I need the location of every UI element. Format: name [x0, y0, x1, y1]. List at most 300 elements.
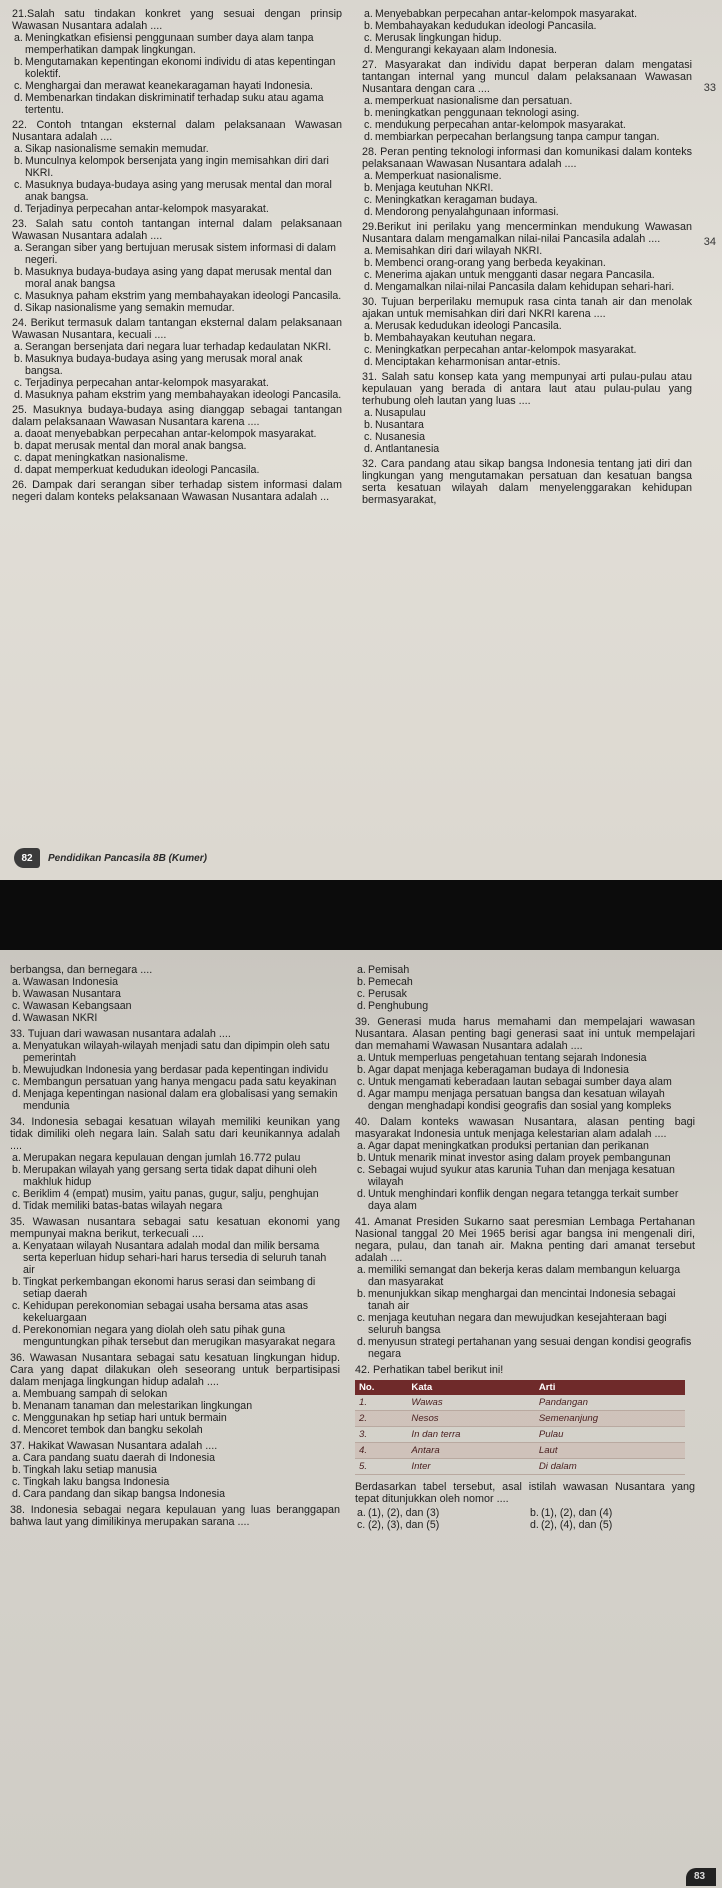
option-letter: b. — [364, 182, 373, 194]
option-text: (2), (3), dan (5) — [368, 1519, 440, 1531]
option-letter: c. — [364, 119, 373, 131]
question-stem: 28. Peran penting teknologi informasi dan komunikasi dalam konteks pelaksanaan Wawasan Nusantara adalah .... — [362, 146, 692, 170]
answer-option — [10, 1076, 340, 1088]
answer-option — [12, 302, 342, 314]
question-stem: 37. Hakikat Wawasan Nusantara adalah .... — [10, 1440, 218, 1452]
option-letter: a. — [364, 8, 373, 20]
table-cell: 1. — [355, 1395, 407, 1411]
option-text: Membuang sampah di selokan — [23, 1388, 168, 1400]
question-stem: 31. Salah satu konsep kata yang mempunyai arti pulau-pulau atau kepulauan yang berada di antara laut atau pulau-pulau yang terhubung oleh lautan yang luas .... — [362, 371, 692, 407]
option-text: Perekonomian negara yang diolah oleh satu pihak guna menguntungkan pihak tersebut dan merugikan masyarakat negara — [23, 1324, 336, 1348]
option-text: Kenyataan wilayah Nusantara adalah modal dan milik bersama serta keperluan hidup sehari-hari harus tersedia di seluruh tanah air — [23, 1240, 327, 1276]
table-cell: Laut — [535, 1443, 685, 1459]
answer-option — [10, 976, 340, 988]
question-stem: berbangsa, dan bernegara .... — [10, 964, 153, 976]
option-text: Membahayakan keutuhan negara. — [375, 332, 536, 344]
option-text: dapat merusak mental dan moral anak bangsa. — [25, 440, 247, 452]
option-letter: b. — [12, 1400, 21, 1412]
answer-option — [10, 1164, 340, 1188]
page-corner-badge — [686, 1868, 716, 1886]
option-letter: b. — [14, 266, 23, 278]
word-meaning-table — [355, 1380, 685, 1475]
question-stem: 40. Dalam konteks wawasan Nusantara, alasan penting bagi masyarakat Indonesia untuk menjaga kelestarian alam adalah .... — [355, 1116, 695, 1140]
answer-option — [10, 1188, 340, 1200]
option-letter: a. — [357, 1507, 366, 1519]
option-text: Nusanesia — [375, 431, 426, 443]
option-letter: d. — [357, 1336, 366, 1348]
answer-option — [12, 440, 342, 452]
table-header-cell: Arti — [535, 1380, 685, 1395]
option-text: memiliki semangat dan bekerja keras dalam membangun keluarga dan masyarakat — [368, 1264, 681, 1288]
option-text: daoat menyebabkan perpecahan antar-kelompok masyarakat. — [25, 428, 317, 440]
question-item — [362, 458, 692, 506]
answer-option — [10, 1012, 340, 1024]
question-item — [362, 8, 692, 56]
table-cell: 5. — [355, 1459, 407, 1475]
option-letter: b. — [14, 440, 23, 452]
option-letter: a. — [14, 143, 23, 155]
question-item — [362, 59, 692, 143]
answer-option — [10, 1488, 340, 1500]
option-letter: b. — [364, 257, 373, 269]
option-text: Beriklim 4 (empat) musim, yaitu panas, gugur, salju, penghujan — [23, 1188, 319, 1200]
answer-option — [362, 356, 692, 368]
option-text: Tingkah laku setiap manusia — [23, 1464, 157, 1476]
option-letter: a. — [12, 1040, 21, 1052]
page-gap — [0, 880, 722, 950]
option-text: Penghubung — [368, 1000, 429, 1012]
answer-option — [10, 1400, 340, 1412]
option-text: Tingkat perkembangan ekonomi harus serasi dan seimbang di setiap daerah — [23, 1276, 316, 1300]
option-letter: d. — [12, 1088, 21, 1100]
margin-mark: 33 — [703, 82, 716, 94]
option-text: Agar mampu menjaga persatuan bangsa dan kesatuan wilayah dengan menghadapi kondisi geografis dan sosial yang kompleks — [368, 1088, 672, 1112]
textbook-page-82 — [0, 0, 722, 880]
option-text: Masuknya paham ekstrim yang membahayakan ideologi Pancasila. — [25, 290, 342, 302]
option-letter: b. — [14, 353, 23, 365]
question-item — [355, 1016, 695, 1112]
table-cell: Antara — [407, 1443, 534, 1459]
option-letter: c. — [364, 269, 373, 281]
option-letter: d. — [364, 44, 373, 56]
answer-option — [10, 1200, 340, 1212]
option-letter: d. — [364, 443, 373, 455]
answer-option — [355, 1000, 695, 1012]
answer-option — [10, 1388, 340, 1400]
answer-option — [362, 281, 692, 293]
answer-option — [362, 257, 692, 269]
option-letter: c. — [357, 1519, 366, 1531]
option-text: Meningkatkan efisiensi penggunaan sumber daya alam tanpa memperhatikan dampak lingkungan. — [25, 32, 314, 56]
question-item — [355, 1216, 695, 1360]
answer-option — [355, 964, 695, 976]
option-letter: a. — [357, 1264, 366, 1276]
answer-option — [12, 389, 342, 401]
option-letter: a. — [12, 1152, 21, 1164]
option-text: Menggunakan hp setiap hari untuk bermain — [23, 1412, 227, 1424]
option-letter: d. — [14, 203, 23, 215]
answer-option — [362, 407, 692, 419]
option-text: Serangan bersenjata dari negara luar terhadap kedaulatan NKRI. — [25, 341, 332, 353]
answer-option — [362, 245, 692, 257]
answer-option — [10, 1064, 340, 1076]
answer-option — [10, 1464, 340, 1476]
table-row — [355, 1459, 685, 1475]
answer-option — [355, 1188, 695, 1212]
question-stem: 34. Indonesia sebagai kesatuan wilayah memiliki keunikan yang tidak dimiliki oleh negara lain. Salah satu dari keunikannya adalah .... — [10, 1116, 340, 1152]
option-text: mendukung perpecahan antar-kelompok masyarakat. — [375, 119, 626, 131]
options-grid — [355, 1507, 695, 1531]
page2-right-column — [355, 964, 695, 1532]
option-letter: c. — [364, 32, 373, 44]
option-letter: a. — [12, 1388, 21, 1400]
question-stem: 33. Tujuan dari wawasan nusantara adalah .... — [10, 1028, 231, 1040]
answer-option — [12, 290, 342, 302]
answer-option — [10, 1088, 340, 1112]
option-text: menunjukkan sikap menghargai dan mencintai Indonesia sebagai tanah air — [368, 1288, 676, 1312]
option-letter: b. — [12, 988, 21, 1000]
table-cell: Pandangan — [535, 1395, 685, 1411]
question-stem: 22. Contoh tntangan eksternal dalam pelaksanaan Wawasan Nusantara adalah .... — [12, 119, 342, 143]
answer-option — [12, 377, 342, 389]
option-text: Mengamalkan nilai-nilai Pancasila dalam kehidupan sehari-hari. — [375, 281, 675, 293]
option-text: Menghargai dan merawat keanekaragaman hayati Indonesia. — [25, 80, 313, 92]
question-stem: 29.Berikut ini perilaku yang mencerminkan mendukung Wawasan Nusantara dalam mengamalkan nilai-nilai Pancasila adalah .... — [362, 221, 692, 245]
option-letter: b. — [12, 1276, 21, 1288]
answer-option — [528, 1519, 695, 1531]
question-item — [362, 371, 692, 455]
answer-option — [12, 32, 342, 56]
option-letter: d. — [14, 464, 23, 476]
option-text: Memisahkan diri dari wilayah NKRI. — [375, 245, 543, 257]
option-letter: d. — [364, 281, 373, 293]
option-text: (2), (4), dan (5) — [541, 1519, 613, 1531]
page-number: 83 — [694, 1871, 706, 1882]
answer-option — [355, 1312, 695, 1336]
option-text: Untuk mengamati keberadaan lautan sebagai sumber daya alam — [368, 1076, 672, 1088]
question-item — [362, 296, 692, 368]
page-footer — [14, 848, 207, 868]
answer-option — [12, 242, 342, 266]
option-text: menyusun strategi pertahanan yang sesuai dengan kondisi geografis negara — [368, 1336, 692, 1360]
option-text: Merupakan wilayah yang gersang serta tidak dapat dihuni oleh makhluk hidup — [23, 1164, 317, 1188]
option-text: Meningkatkan keragaman budaya. — [375, 194, 538, 206]
answer-option — [355, 1088, 695, 1112]
option-text: Nusantara — [375, 419, 424, 431]
option-text: Masuknya budaya-budaya asing yang dapat merusak mental dan moral anak bangsa — [25, 266, 332, 290]
question-stem: 42. Perhatikan tabel berikut ini! — [355, 1364, 504, 1376]
option-text: Pemisah — [368, 964, 410, 976]
table-header-row — [355, 1380, 685, 1395]
option-letter: c. — [12, 1476, 21, 1488]
table-cell: 4. — [355, 1443, 407, 1459]
option-letter: b. — [357, 1288, 366, 1300]
option-letter: d. — [357, 1088, 366, 1100]
option-letter: c. — [12, 1076, 21, 1088]
answer-option — [12, 464, 342, 476]
option-text: memperkuat nasionalisme dan persatuan. — [375, 95, 573, 107]
answer-option — [10, 988, 340, 1000]
option-letter: b. — [357, 1152, 366, 1164]
textbook-page-83 — [0, 950, 722, 1888]
answer-option — [12, 179, 342, 203]
option-text: membiarkan perpecahan berlangsung tanpa campur tangan. — [375, 131, 660, 143]
option-text: Terjadinya perpecahan antar-kelompok masyarakat. — [25, 203, 269, 215]
table-cell: Inter — [407, 1459, 534, 1475]
table-cell: Pulau — [535, 1427, 685, 1443]
option-text: dapat meningkatkan nasionalisme. — [25, 452, 189, 464]
question-stem: 35. Wawasan nusantara sebagai satu kesatuan ekonomi yang mempunyai makna berikut, terkecuali .... — [10, 1216, 340, 1240]
option-text: Merupakan negara kepulauan dengan jumlah 16.772 pulau — [23, 1152, 301, 1164]
option-letter: c. — [14, 452, 23, 464]
answer-option — [355, 1052, 695, 1064]
option-text: Menerima ajakan untuk mengganti dasar negara Pancasila. — [375, 269, 655, 281]
option-text: menjaga keutuhan negara dan mewujudkan kesejahteraan bagi seluruh bangsa — [368, 1312, 667, 1336]
option-letter: a. — [14, 32, 23, 44]
option-letter: c. — [14, 179, 23, 191]
option-letter: d. — [357, 1188, 366, 1200]
option-text: Untuk memperluas pengetahuan tentang sejarah Indonesia — [368, 1052, 647, 1064]
option-text: Untuk menarik minat investor asing dalam proyek pembangunan — [368, 1152, 671, 1164]
option-letter: a. — [364, 407, 373, 419]
question-stem: Berdasarkan tabel tersebut, asal istilah wawasan Nusantara yang tepat ditunjukkan oleh nomor .... — [355, 1481, 695, 1505]
option-letter: a. — [14, 341, 23, 353]
option-letter: b. — [12, 1064, 21, 1076]
option-letter: a. — [12, 976, 21, 988]
option-letter: b. — [364, 107, 373, 119]
option-letter: a. — [364, 245, 373, 257]
answer-option — [355, 1152, 695, 1164]
option-letter: b. — [14, 155, 23, 167]
table-row — [355, 1443, 685, 1459]
page1-left-column — [12, 8, 342, 506]
option-text: Mengurangi kekayaan alam Indonesia. — [375, 44, 557, 56]
option-text: Membahayakan kedudukan ideologi Pancasila. — [375, 20, 597, 32]
option-text: Tidak memiliki batas-batas wilayah negara — [23, 1200, 223, 1212]
answer-option — [362, 182, 692, 194]
table-header-cell: No. — [355, 1380, 407, 1395]
option-text: meningkatkan penggunaan teknologi asing. — [375, 107, 580, 119]
answer-option — [355, 988, 695, 1000]
option-letter: c. — [357, 1076, 366, 1088]
option-letter: a. — [364, 170, 373, 182]
question-item — [12, 119, 342, 215]
question-item — [10, 964, 340, 1024]
book-title: Pendidikan Pancasila 8B (Kumer) — [48, 852, 207, 864]
question-stem: 25. Masuknya budaya-budaya asing dianggap sebagai tantangan dalam pelaksanaan Wawasan Nusantara karena .... — [12, 404, 342, 428]
question-stem: 30. Tujuan berperilaku memupuk rasa cinta tanah air dan menolak ajakan untuk memisahkan diri dari NKRI karena .... — [362, 296, 692, 320]
option-text: Membenarkan tindakan diskriminatif terhadap suku atau agama tertentu. — [25, 92, 324, 116]
table-cell: Di dalam — [535, 1459, 685, 1475]
option-text: Masuknya budaya-budaya asing yang merusak mental dan moral anak bangsa. — [25, 179, 332, 203]
question-item — [355, 964, 695, 1012]
option-text: Membenci orang-orang yang berbeda keyakinan. — [375, 257, 606, 269]
option-text: Perusak — [368, 988, 407, 1000]
option-text: Agar dapat meningkatkan produksi pertanian dan perikanan — [368, 1140, 649, 1152]
option-letter: c. — [14, 80, 23, 92]
option-text: Agar dapat menjaga keberagaman budaya di Indonesia — [368, 1064, 629, 1076]
option-letter: c. — [364, 344, 373, 356]
option-text: Cara pandang suatu daerah di Indonesia — [23, 1452, 216, 1464]
answer-option — [355, 1076, 695, 1088]
option-letter: c. — [364, 194, 373, 206]
option-text: Terjadinya perpecahan antar-kelompok masyarakat. — [25, 377, 269, 389]
option-letter: b. — [357, 1064, 366, 1076]
option-letter: d. — [14, 389, 23, 401]
question-item — [355, 1364, 695, 1376]
answer-option — [10, 1276, 340, 1300]
answer-option — [10, 1000, 340, 1012]
table-cell: Semenanjung — [535, 1411, 685, 1427]
answer-option — [12, 56, 342, 80]
question-item — [12, 218, 342, 314]
option-letter: c. — [12, 1000, 21, 1012]
question-item — [10, 1216, 340, 1348]
answer-option — [10, 1240, 340, 1276]
option-letter: c. — [14, 377, 23, 389]
option-letter: b. — [364, 20, 373, 32]
option-text: Menjaga keutuhan NKRI. — [375, 182, 494, 194]
table-cell: Nesos — [407, 1411, 534, 1427]
option-letter: b. — [530, 1507, 539, 1519]
option-text: Nusapulau — [375, 407, 426, 419]
question-item — [362, 221, 692, 293]
option-text: (1), (2), dan (4) — [541, 1507, 613, 1519]
option-text: Wawasan NKRI — [23, 1012, 98, 1024]
option-letter: d. — [530, 1519, 539, 1531]
answer-option — [362, 206, 692, 218]
table-row — [355, 1427, 685, 1443]
option-letter: c. — [364, 431, 373, 443]
option-letter: a. — [14, 428, 23, 440]
option-text: Membangun persatuan yang hanya mengacu pada satu keyakinan — [23, 1076, 337, 1088]
table-cell: Wawas — [407, 1395, 534, 1411]
table-body — [355, 1395, 685, 1475]
option-text: Sikap nasionalisme yang semakin memudar. — [25, 302, 235, 314]
answer-option — [12, 203, 342, 215]
answer-option — [355, 1140, 695, 1152]
option-text: Mewujudkan Indonesia yang berdasar pada kepentingan individu — [23, 1064, 329, 1076]
option-letter: d. — [12, 1488, 21, 1500]
option-text: Mencoret tembok dan bangku sekolah — [23, 1424, 203, 1436]
question-item — [362, 146, 692, 218]
question-item — [12, 404, 342, 476]
answer-option — [362, 269, 692, 281]
answer-option — [362, 131, 692, 143]
option-text: Menjaga kepentingan nasional dalam era globalisasi yang semakin mendunia — [23, 1088, 338, 1112]
option-letter: a. — [357, 964, 366, 976]
question-stem: 23. Salah satu contoh tantangan internal dalam pelaksanaan Wawasan Nusantara adalah .... — [12, 218, 342, 242]
answer-option — [12, 155, 342, 179]
option-letter: a. — [12, 1240, 21, 1252]
option-text: Meningkatkan perpecahan antar-kelompok masyarakat. — [375, 344, 637, 356]
question-item — [10, 1116, 340, 1212]
question-item — [12, 8, 342, 116]
option-text: Wawasan Kebangsaan — [23, 1000, 132, 1012]
option-text: Sikap nasionalisme semakin memudar. — [25, 143, 209, 155]
answer-option — [10, 1040, 340, 1064]
answer-option — [362, 8, 692, 20]
answer-option — [12, 353, 342, 377]
answer-option — [10, 1324, 340, 1348]
answer-option — [355, 1507, 522, 1519]
answer-option — [362, 332, 692, 344]
question-stem: 38. Indonesia sebagai negara kepulauan yang luas beranggapan bahwa laut yang dimilikinya merupakan sarana .... — [10, 1504, 340, 1528]
option-text: Merusak kedudukan ideologi Pancasila. — [375, 320, 562, 332]
question-stem: 27. Masyarakat dan individu dapat berperan dalam mengatasi tantangan internal yang muncul dalam pelaksanaan Wawasan Nusantara dengan cara .... — [362, 59, 692, 95]
answer-option — [362, 344, 692, 356]
option-letter: c. — [12, 1412, 21, 1424]
option-text: Masuknya budaya-budaya asing yang merusak moral anak bangsa. — [25, 353, 303, 377]
answer-option — [12, 428, 342, 440]
answer-option — [12, 452, 342, 464]
option-letter: c. — [357, 988, 366, 1000]
option-letter: c. — [12, 1188, 21, 1200]
question-stem: 41. Amanat Presiden Sukarno saat peresmian Lembaga Pertahanan Nasional tanggal 20 Mei 1965 berisi agar bangsa ini mengenali diri, negara, pulau, dan tanah air. Makna penting dari amanat tersebut adalah .... — [355, 1216, 695, 1264]
option-letter: a. — [357, 1052, 366, 1064]
answer-option — [355, 1519, 522, 1531]
option-text: Untuk menghindari konflik dengan negara tetangga terkait sumber daya alam — [368, 1188, 679, 1212]
answer-option — [362, 170, 692, 182]
option-text: Menanam tanaman dan melestarikan lingkungan — [23, 1400, 253, 1412]
answer-option — [362, 320, 692, 332]
option-text: Pemecah — [368, 976, 413, 988]
answer-option — [355, 1164, 695, 1188]
answer-option — [362, 419, 692, 431]
answer-option — [12, 92, 342, 116]
page2-left-column — [10, 964, 340, 1532]
option-letter: b. — [12, 1164, 21, 1176]
option-text: Cara pandang dan sikap bangsa Indonesia — [23, 1488, 226, 1500]
answer-option — [10, 1412, 340, 1424]
option-letter: d. — [364, 356, 373, 368]
answer-option — [355, 1264, 695, 1288]
table-header-cell: Kata — [407, 1380, 534, 1395]
option-text: dapat memperkuat kedudukan ideologi Pancasila. — [25, 464, 260, 476]
option-text: Menyebabkan perpecahan antar-kelompok masyarakat. — [375, 8, 638, 20]
answer-option — [362, 32, 692, 44]
option-letter: d. — [14, 302, 23, 314]
option-letter: d. — [364, 206, 373, 218]
option-letter: c. — [12, 1300, 21, 1312]
option-letter: c. — [14, 290, 23, 302]
option-letter: d. — [14, 92, 23, 104]
table-row — [355, 1411, 685, 1427]
answer-option — [10, 1300, 340, 1324]
option-letter: a. — [364, 320, 373, 332]
answer-option — [10, 1424, 340, 1436]
option-letter: d. — [12, 1324, 21, 1336]
question-stem: 39. Generasi muda harus memahami dan mempelajari wawasan Nusantara. Alasan penting bagi generasi saat ini untuk mempelajari dan memahami Wawasan Nusantara adalah .... — [355, 1016, 695, 1052]
option-letter: b. — [14, 56, 23, 68]
answer-option — [528, 1507, 695, 1519]
table-row — [355, 1395, 685, 1411]
option-letter: b. — [12, 1464, 21, 1476]
answer-option — [12, 341, 342, 353]
option-letter: a. — [364, 95, 373, 107]
table-cell: In dan terra — [407, 1427, 534, 1443]
answer-option — [362, 95, 692, 107]
answer-option — [355, 976, 695, 988]
answer-option — [362, 20, 692, 32]
answer-option — [355, 1064, 695, 1076]
option-text: Menyatukan wilayah-wilayah menjadi satu dan dipimpin oleh satu pemerintah — [23, 1040, 330, 1064]
option-text: Sebagai wujud syukur atas karunia Tuhan dan menjaga kesatuan wilayah — [368, 1164, 675, 1188]
option-letter: d. — [364, 131, 373, 143]
option-letter: d. — [12, 1200, 21, 1212]
option-letter: b. — [357, 976, 366, 988]
option-text: (1), (2), dan (3) — [368, 1507, 440, 1519]
